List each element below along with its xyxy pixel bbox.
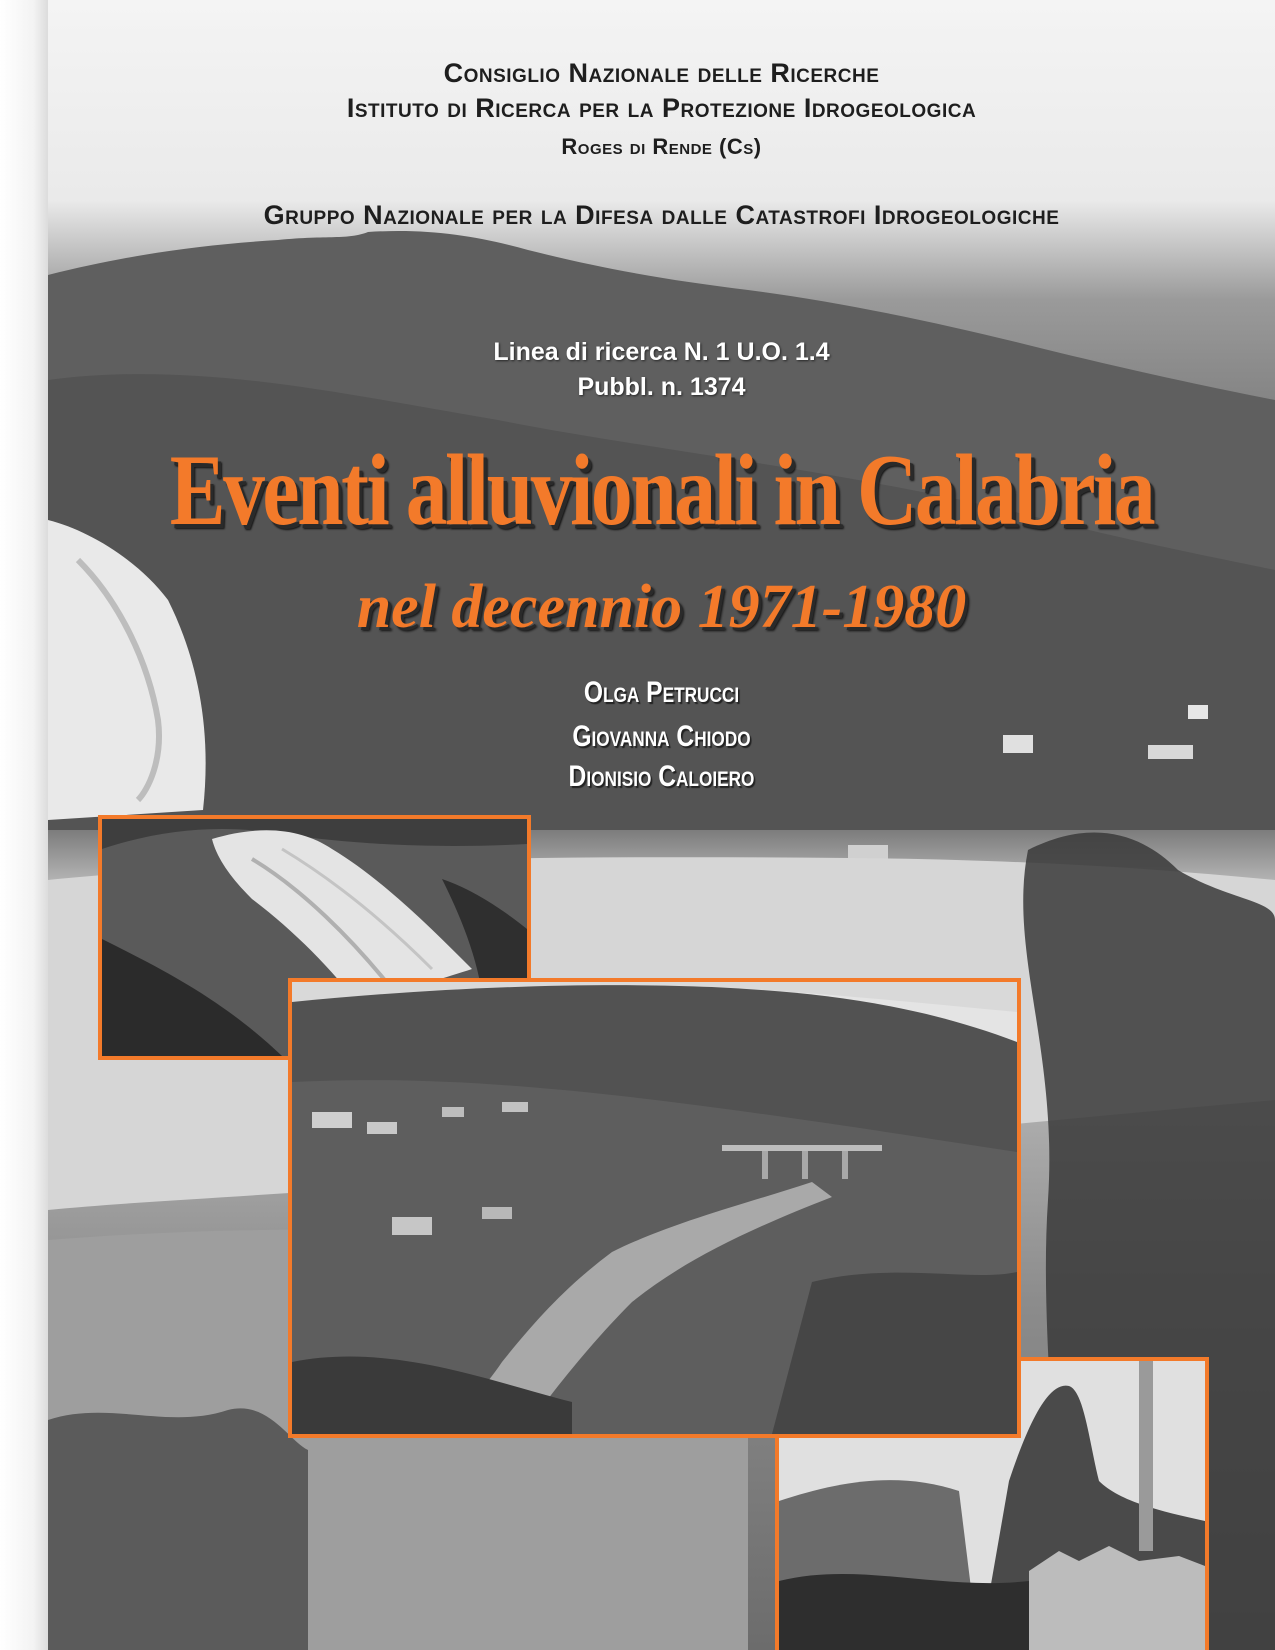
author-1: Olga Petrucci (583, 676, 740, 709)
institution-name: Consiglio Nazionale delle Ricerche (443, 58, 880, 88)
publication-number: Pubbl. n. 1374 (577, 373, 746, 401)
river-valley-image (292, 982, 1017, 1434)
institute-name: Istituto di Ricerca per la Protezione Idrogeologica (346, 93, 977, 123)
author-2: Giovanna Chiodo (572, 720, 751, 753)
river-valley-bridge-photo (288, 978, 1021, 1438)
book-cover (48, 0, 1275, 1650)
institute-location: Roges di Rende (Cs) (561, 134, 762, 159)
book-spine-edge (0, 0, 48, 1650)
research-group-name: Gruppo Nazionale per la Difesa dalle Catastrofi Idrogeologiche (263, 200, 1060, 230)
research-line: Linea di ricerca N. 1 U.O. 1.4 (493, 338, 830, 366)
author-3: Dionisio Caloiero (568, 760, 755, 793)
book-subtitle: nel decennio 1971-1980 (356, 573, 967, 641)
book-title: Eventi alluvionali in Calabria (169, 434, 1154, 547)
